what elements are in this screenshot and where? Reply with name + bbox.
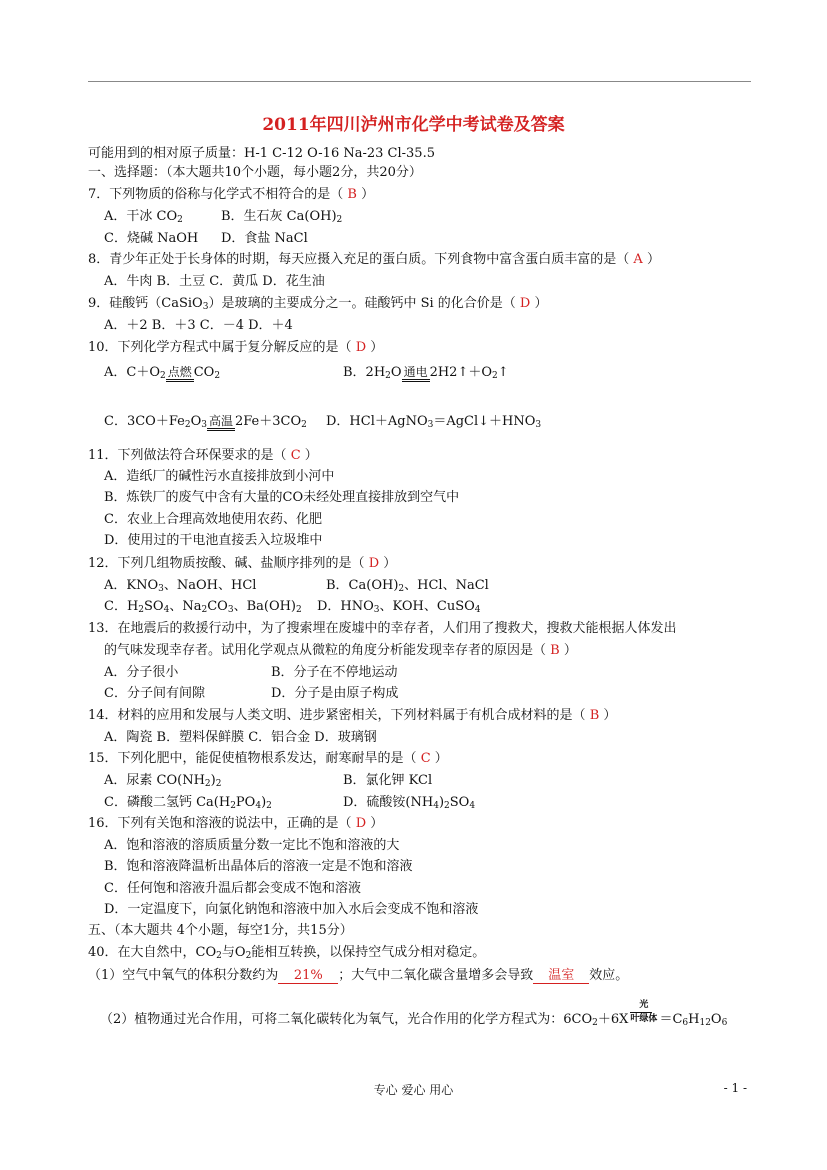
q15-option-d: D．硫酸铵$(NH_4)_2SO_4$: [343, 795, 476, 811]
answer-14: B: [589, 708, 600, 723]
q10-option-a: A．$C+O_2$ 点燃 $CO_2$: [104, 365, 221, 381]
answer-16: D: [355, 816, 367, 831]
footer-slogan: 专心 爱心 用心: [373, 1083, 454, 1097]
q11-option-d: D．使用过的干电池直接丢入垃圾堆中: [104, 533, 323, 548]
blank-oxygen-fraction[interactable]: 21%: [278, 969, 338, 984]
blank-effect[interactable]: 温室: [533, 969, 589, 984]
q9-options: A．＋2 B．＋3 C．－4 D．＋4: [104, 318, 293, 333]
answer-13: B: [550, 643, 560, 658]
q7-option-d: D．食盐 NaCl: [221, 231, 308, 246]
q13-option-c: C．分子间有间隙: [104, 686, 205, 701]
q15-option-c: C．磷酸二氢钙 $Ca(H_2PO_4)_2$: [104, 795, 272, 811]
q16-option-a: A．饱和溶液的溶质质量分数一定比不饱和溶液的大: [104, 838, 400, 853]
q40-part-2: （2）植物通过光合作用，可将二氧化碳转化为氧气，光合作用的化学方程式为：$6CO_2+6X$ 光 叶绿体 $=C_6H_{12}O_6$: [100, 1000, 728, 1028]
q16-option-b: B．饱和溶液降温析出晶体后的溶液一定是不饱和溶液: [104, 859, 413, 874]
answer-10: D: [355, 340, 367, 355]
q12-option-d: D．$HNO_3$、KOH、CuSO$_4$: [317, 599, 481, 615]
q14-options: A．陶瓷 B．塑料保鲜膜 C．铝合金 D．玻璃钢: [104, 730, 377, 745]
q15-option-a: A．尿素 $CO(NH_2)_2$: [104, 773, 222, 789]
q11-option-c: C．农业上合理高效地使用农药、化肥: [104, 512, 322, 527]
question-40: 40．在大自然中，$CO_2$与$O_2$能相互转换，以保持空气成分相对稳定。: [88, 945, 486, 961]
q10-option-d: D．$HCl+AgNO_3=AgCl↓+HNO_3$: [326, 414, 542, 430]
question-7: 7．下列物质的俗称与化学式不相符合的是（ B ）: [88, 187, 375, 202]
q40-part-1: （1）空气中氧气的体积分数约为 21% ；大气中二氧化碳含量增多会导致 温室 效应。: [88, 968, 629, 983]
q8-options: A．牛肉 B．土豆 C．黄瓜 D．花生油: [104, 274, 325, 289]
q13-option-a: A．分子很小: [104, 665, 179, 680]
answer-9: D: [519, 296, 531, 311]
page-title: 2011年四川泸州市化学中考试卷及答案: [262, 115, 565, 135]
q16-option-c: C．任何饱和溶液升温后都会变成不饱和溶液: [104, 881, 361, 896]
question-12: 12．下列几组物质按酸、碱、盐顺序排列的是（ D ）: [88, 556, 397, 571]
question-9: 9．硅酸钙（CaSiO$_3$）是玻璃的主要成分之一。硅酸钙中 Si 的化合价是（ D ）: [88, 296, 548, 312]
q11-option-b: B．炼铁厂的废气中含有大量的CO未经处理直接排放到空气中: [104, 490, 460, 505]
page-number: - 1 -: [723, 1081, 747, 1095]
q7-option-c: C．烧碱 NaOH: [104, 231, 199, 246]
q12-option-c: C．$H_2SO_4$、$Na_2CO_3$、$Ba(OH)_2$: [104, 599, 302, 615]
atomic-mass-line: 可能用到的相对原子质量：H-1 C-12 O-16 Na-23 Cl-35.5: [88, 146, 435, 161]
question-8: 8．青少年正处于长身体的时期，每天应摄入充足的蛋白质。下列食物中富含蛋白质丰富的是（ A ）: [88, 252, 660, 267]
q10-option-c: C．$3CO+Fe_2O_3$ 高温 $2Fe+3CO_2$: [104, 414, 307, 430]
q10-option-b: B．$2H_2O$ 通电 $2H2↑+O_2↑$: [343, 365, 509, 381]
q13-option-d: D．分子是由原子构成: [271, 686, 399, 701]
q13-option-b: B．分子在不停地运动: [271, 665, 398, 680]
question-11: 11．下列做法符合环保要求的是（ C ）: [88, 448, 318, 463]
answer-15: C: [420, 751, 431, 766]
question-15: 15．下列化肥中，能促使植物根系发达，耐寒耐旱的是（ C ）: [88, 751, 448, 766]
question-16: 16．下列有关饱和溶液的说法中，正确的是（ D ）: [88, 816, 384, 831]
answer-8: A: [633, 252, 643, 267]
question-13-line2: 的气味发现幸存者。试用化学观点从微粒的角度分析能发现幸存者的原因是（ B ）: [104, 643, 577, 658]
answer-7: B: [347, 187, 357, 202]
answer-12: D: [368, 556, 380, 571]
question-10: 10．下列化学方程式中属于复分解反应的是（ D ）: [88, 340, 384, 355]
q16-option-d: D．一定温度下，向氯化钠饱和溶液中加入水后会变成不饱和溶液: [104, 902, 479, 917]
section-heading-1: 一、选择题：（本大题共10个小题，每小题2分，共20分）: [88, 165, 422, 180]
header-rule: [88, 81, 751, 82]
q11-option-a: A．造纸厂的碱性污水直接排放到小河中: [104, 469, 335, 484]
q7-option-b: B．生石灰 $Ca(OH)_2$: [221, 209, 343, 225]
question-14: 14．材料的应用和发展与人类文明、进步紧密相关，下列材料属于有机合成材料的是（ B ）: [88, 708, 617, 723]
answer-11: C: [290, 448, 301, 463]
section-heading-5: 五、（本大题共 4个小题，每空1分，共15分）: [88, 923, 353, 938]
q7-option-a: A．干冰 $CO_2$: [104, 209, 183, 225]
q15-option-b: B．氯化钾 KCl: [343, 773, 433, 788]
q12-option-a: A．$KNO_3$、NaOH、HCl: [104, 578, 257, 594]
question-13-line1: 13．在地震后的救援行动中，为了搜索埋在废墟中的幸存者，人们用了搜救犬，搜救犬能根据人体发出: [88, 621, 677, 636]
q12-option-b: B．$Ca(OH)_2$、HCl、NaCl: [326, 578, 489, 594]
